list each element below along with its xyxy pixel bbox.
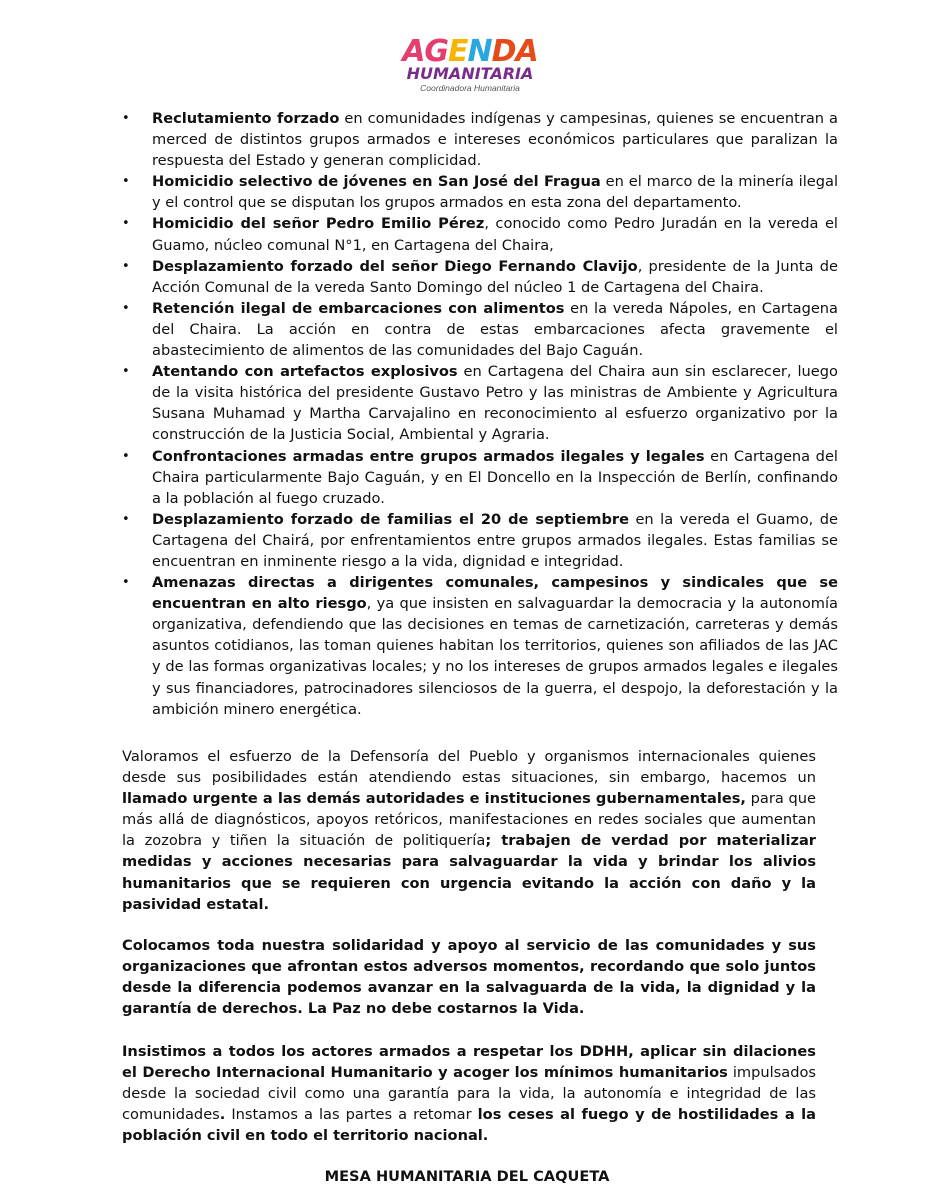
list-item-bold: Reclutamiento forzado — [152, 110, 340, 127]
list-item — [122, 572, 838, 720]
list-item-text: en el marco de la minería ilegal y el control que se disputan los grupos armados en esta zona del departamento. — [152, 173, 839, 212]
list-item-bold: Atentando con artefactos explosivos — [152, 363, 458, 381]
list-item-bold: Desplazamiento forzado de familias el 20 de septiembre — [152, 510, 629, 528]
list-item-text: en la vereda Nápoles, en Cartagena del Chaira. La acción en contra de estas embarcaciones afecta gravemente el abastecimiento de alimentos de las comunidades del Bajo Caguán. — [152, 299, 839, 360]
list-item-text: , conocido como Pedro Juradán en la vereda el Guamo, núcleo comunal N°1, en Cartagena del Chaira, — [152, 215, 838, 254]
logo-letter-e: E — [448, 34, 468, 69]
p3-text-a: Insistimos a todos los actores armados a respetar los DDHH, aplicar sin dilaciones el Derecho Internacional Humanitario y acoger los mínimos humanitarios — [122, 1043, 816, 1082]
p3-text-d: Instamos a las partes a retomar — [225, 1106, 478, 1124]
logo-letters-ag: AG — [402, 34, 449, 69]
list-item-text: , ya que insisten en salvaguardar la democracia y la autonomía organizativa, defendiendo que las decisiones en temas de carnetización, carreteras y demás asuntos cotidianos, las toman quienes habitan los territorios, quienes son afiliados de las JAC y de las formas organizativas locales; y no los intereses de grupos armados legales e ilegales y sus financiadores, patrocinadores silenciosos de la guerra, el despojo, la deforestación y la ambición minero energética. — [152, 595, 839, 718]
bullet-list — [122, 108, 838, 720]
logo-letter-n: N — [467, 34, 492, 69]
paragraph-insistimos — [122, 1041, 816, 1146]
paragraph-valoramos — [122, 746, 816, 915]
logo-letters-da: DA — [491, 34, 538, 69]
list-item-text: en Cartagena del Chaira particularmente Bajo Caguán, y en El Doncello en la Inspección de Berlín, confinando a la población al fuego cruzado. — [152, 447, 838, 507]
list-item — [122, 361, 838, 445]
p2-text: Colocamos toda nuestra solidaridad y apoyo al servicio de las comunidades y sus organizaciones que afrontan estos adversos momentos, recordando que solo juntos desde la diferencia podemos avanzar en la salvaguarda de la vida, la dignidad y la garantía de derechos. La Paz no debe costarnos la Vida. — [122, 937, 816, 1018]
bullet-dot: • — [122, 216, 130, 232]
list-item — [122, 171, 838, 213]
bullet-dot: • — [122, 448, 130, 464]
logo-wordmark-humanitaria: HUMANITARIA — [406, 64, 534, 83]
list-item-bold: Desplazamiento forzado del señor Diego Fernando Clavijo — [152, 257, 638, 275]
bullet-dot: • — [122, 575, 130, 591]
list-item-text: en Cartagena del Chaira aun sin esclarecer, luego de la visita histórica del presidente Gustavo Petro y las ministras de Ambiente y Agricultura Susana Muhamad y Martha Carvajalino en reconocimiento al esfuerzo organizativo por la construcción de la Justicia Social, Ambiental y Agraria. — [152, 363, 838, 444]
logo-tagline: Coordinadora Humanitaria — [420, 83, 520, 93]
signature: MESA HUMANITARIA DEL CAQUETA — [324, 1168, 610, 1185]
list-item-bold: Confrontaciones armadas entre grupos armados ilegales y legales — [152, 447, 705, 465]
bullet-dot: • — [122, 174, 130, 190]
p3-text-b: impulsados desde la sociedad civil como una garantía para la vida, la autonomía e integridad de las comunidades — [122, 1064, 816, 1124]
logo-wordmark-agenda — [400, 34, 540, 69]
bullet-dot: • — [122, 300, 130, 316]
p3-text-e: los ceses al fuego y de hostilidades a la población civil en todo el territorio nacional. — [122, 1106, 817, 1145]
agenda-humanitaria-logo — [400, 34, 540, 93]
list-item — [122, 108, 838, 171]
p1-text-c: para que más allá de diagnósticos, apoyos retóricos, manifestaciones en redes sociales que aumentan la zozobra y tiñen la situación de politiquería — [122, 790, 817, 850]
p1-text-d: ; trabajen de verdad por materializar medidas y acciones necesarias para salvaguardar la vida y brindar los alivios humanitarios que se requieren con urgencia evitando la acción con daño y la pasividad estatal. — [122, 832, 816, 913]
list-item-bold: Amenazas directas a dirigentes comunales, campesinos y sindicales que se encuentran en alto riesgo — [152, 574, 838, 613]
list-item — [122, 213, 838, 255]
paragraph-colocamos — [122, 935, 816, 1019]
bullet-dot: • — [122, 258, 130, 274]
bullet-dot: • — [122, 364, 130, 380]
p3-text-c: . — [219, 1106, 226, 1124]
list-item — [122, 298, 838, 361]
list-item-text: en la vereda el Guamo, de Cartagena del Chairá, por enfrentamientos entre grupos armados ilegales. Estas familias se encuentran en inminente riesgo a la vida, dignidad e integridad. — [152, 510, 838, 570]
list-item — [122, 446, 838, 509]
bullet-dot: • — [122, 111, 130, 126]
p1-text-a: Valoramos el esfuerzo de la Defensoría del Pueblo y organismos internacionales quienes desde sus posibilidades están atendiendo estas situaciones, sin embargo, hacemos un — [122, 748, 816, 787]
list-item — [122, 256, 838, 298]
list-item-bold: Homicidio del señor Pedro Emilio Pérez — [152, 215, 485, 233]
list-item-bold: Homicidio selectivo de jóvenes en San José del Fragua — [152, 173, 601, 191]
list-item — [122, 509, 838, 572]
list-item-bold: Retención ilegal de embarcaciones con alimentos — [152, 299, 565, 317]
list-item-text: en comunidades indígenas y campesinas, quienes se encuentran a merced de distintos grupos armados e intereses económicos particulares que paralizan la respuesta del Estado y generan complicidad. — [152, 110, 838, 170]
list-item-text: , presidente de la Junta de Acción Comunal de la vereda Santo Domingo del núcleo 1 de Cartagena del Chaira. — [152, 257, 838, 296]
bullet-list-section — [122, 108, 838, 720]
bullet-dot: • — [122, 511, 130, 527]
p1-text-b: llamado urgente a las demás autoridades e instituciones gubernamentales, — [122, 790, 746, 808]
